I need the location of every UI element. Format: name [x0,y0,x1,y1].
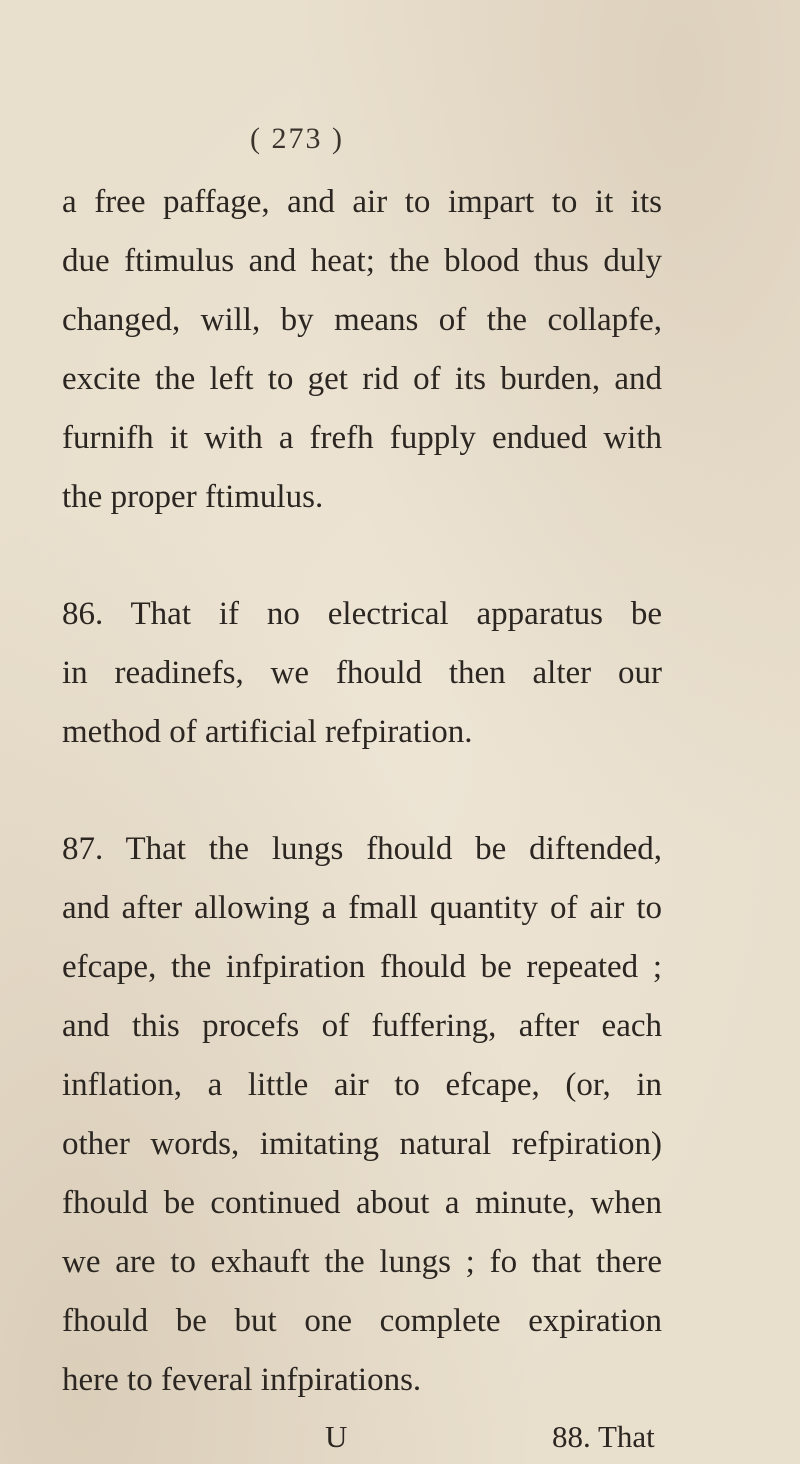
signature-mark: U [325,1419,348,1454]
catchword: 88. That [552,1419,655,1454]
text-line: fhould be continued about a minute, when [62,1185,662,1221]
text-line: a free paffage, and air to impart to it its [62,184,662,220]
text-line: changed, will, by means of the collapfe, [62,302,662,338]
text-line: 86. That if no electrical apparatus be [62,596,662,632]
page-number: ( 273 ) [250,122,344,155]
text-line: we are to exhauft the lungs ; fo that there [62,1244,662,1280]
text-line: other words, imitating natural refpiration) [62,1126,662,1162]
text-line: fhould be but one complete expiration [62,1303,662,1339]
text-line: efcape, the infpiration fhould be repeated ; [62,949,662,985]
text-line: 87. That the lungs fhould be diftended, [62,831,662,867]
text-line: in readinefs, we fhould then alter our [62,655,662,691]
text-line: and this procefs of fuffering, after each [62,1008,662,1044]
text-line: due ftimulus and heat; the blood thus duly [62,243,662,279]
text-line: and after allowing a fmall quantity of air to [62,890,662,926]
text-line: excite the left to get rid of its burden, and [62,361,662,397]
text-line: the proper ftimulus. [62,479,324,515]
text-line: furnifh it with a frefh fupply endued with [62,420,662,456]
text-line: method of artificial refpiration. [62,714,473,750]
text-line: inflation, a little air to efcape, (or, in [62,1067,662,1103]
text-line: here to feveral infpirations. [62,1362,422,1398]
